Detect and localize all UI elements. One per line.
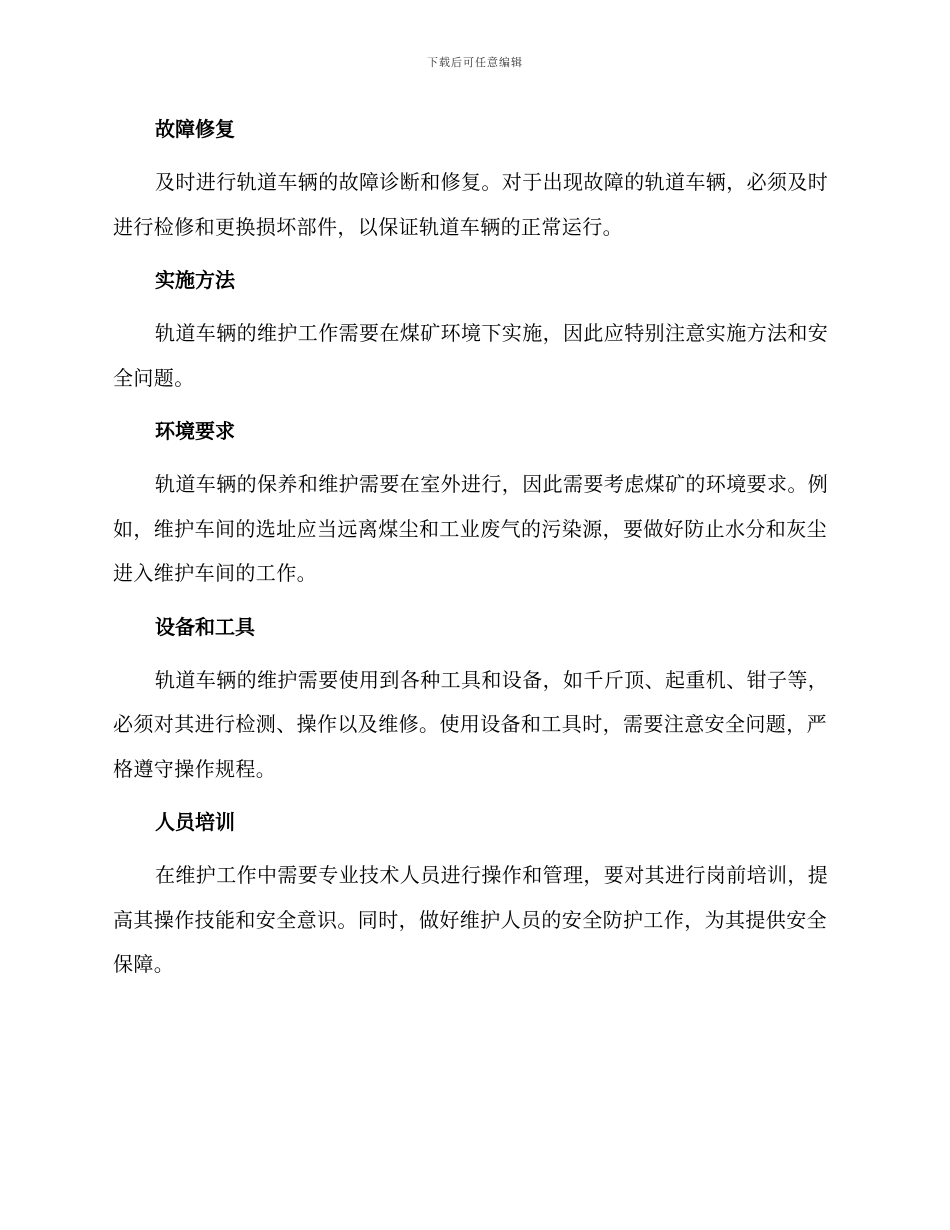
section-paragraph-personnel-training: 在维护工作中需要专业技术人员进行操作和管理，要对其进行岗前培训，提高其操作技能和安全意识。同时，做好维护人员的安全防护工作，为其提供安全保障。 <box>113 863 829 976</box>
section-paragraph-fault-repair: 及时进行轨道车辆的故障诊断和修复。对于出现故障的轨道车辆，必须及时进行检修和更换损坏部件，以保证轨道车辆的正常运行。 <box>113 170 829 239</box>
page-header-note: 下载后可任意编辑 <box>427 56 523 69</box>
section-paragraph-equipment-and-tools: 轨道车辆的维护需要使用到各种工具和设备，如千斤顶、起重机、钳子等，必须对其进行检测、操作以及维修。使用设备和工具时，需要注意安全问题，严格遵守操作规程。 <box>113 667 829 781</box>
section-heading-personnel-training: 人员培训 <box>155 810 235 834</box>
section-paragraph-environment-requirements: 轨道车辆的保养和维护需要在室外进行，因此需要考虑煤矿的环境要求。例如，维护车间的选址应当远离煤尘和工业废气的污染源，要做好防止水分和灰尘进入维护车间的工作。 <box>113 472 829 585</box>
section-heading-fault-repair: 故障修复 <box>155 117 235 141</box>
section-heading-implementation-method: 实施方法 <box>155 268 235 292</box>
section-heading-equipment-and-tools: 设备和工具 <box>155 614 255 639</box>
section-heading-environment-requirements: 环境要求 <box>155 419 235 443</box>
document-body <box>113 112 831 1001</box>
section-paragraph-implementation-method: 轨道车辆的维护工作需要在煤矿环境下实施，因此应特别注意实施方法和安全问题。 <box>113 321 829 390</box>
